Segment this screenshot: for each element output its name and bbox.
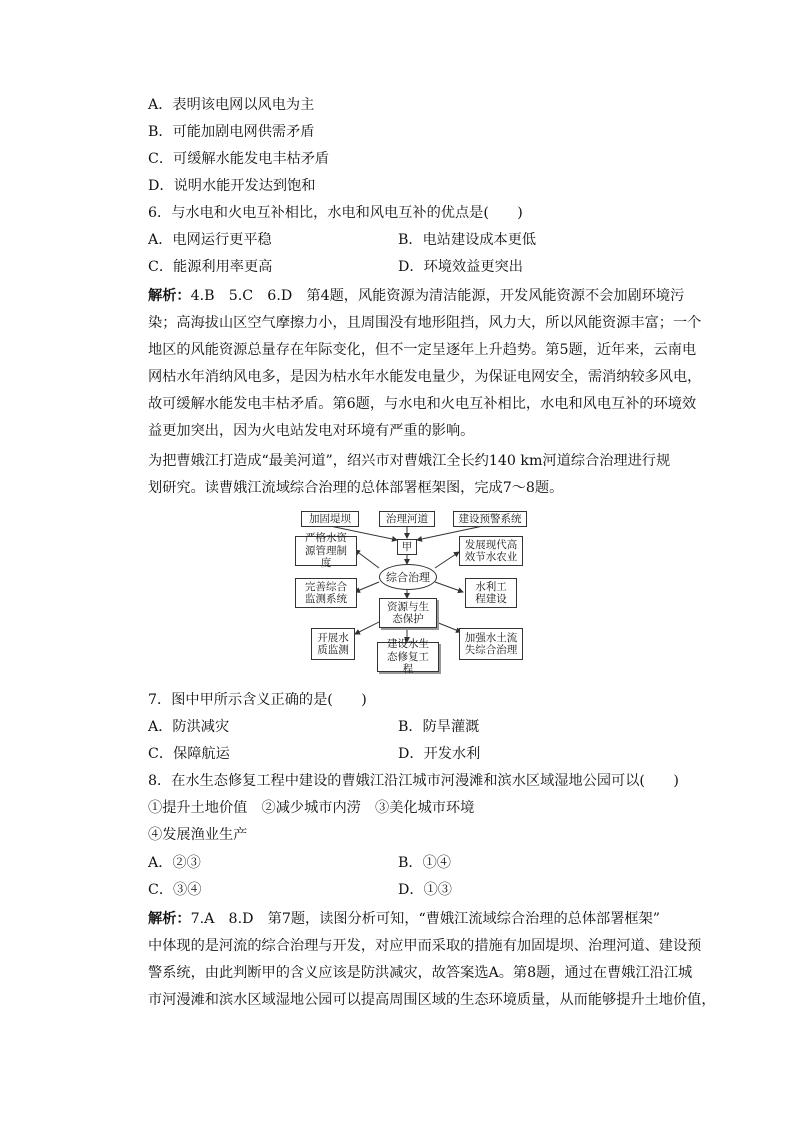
box-water-conservancy: 水利工程建设 <box>465 578 517 608</box>
center-comprehensive-governance: 综合治理 <box>379 564 437 590</box>
q8-items-line-1: ①提升土地价值 ②减少城市内涝 ③美化城市环境 <box>148 800 475 816</box>
q5-option-a: A．表明该电网以风电为主 <box>148 97 315 113</box>
analysis1-line-3: 地区的风能资源总量存在年际变化，但不一定呈逐年上升趋势。第5题，近年来，云南电 <box>148 342 697 358</box>
q6-option-b: B．电站建设成本更低 <box>398 232 537 248</box>
analysis2-line-1: 解析：7.A 8.D 第7题，读图分析可知，“曹娥江流域综合治理的总体部署框架” <box>148 911 661 927</box>
analysis1-line-6: 益更加突出，因为火电站发电对环境有严重的影响。 <box>148 423 475 439</box>
box-eco-restoration: 建设水生态修复工程 <box>377 642 439 672</box>
q6-option-d: D．环境效益更突出 <box>398 259 523 275</box>
intro-line-1: 为把曹娥江打造成“最美河道”，绍兴市对曹娥江全长约140 km河道综合治理进行规 <box>148 453 671 469</box>
box-resource-protection: 资源与生态保护 <box>379 598 437 628</box>
analysis1-label: 解析： <box>148 288 191 304</box>
analysis1-line-4: 网枯水年消纳风电多，是因为枯水年水能发电量少，为保证电网安全，需消纳较多风电， <box>148 369 702 385</box>
q7-option-b: B．防旱灌溉 <box>398 719 480 735</box>
q8-items-line-2: ④发展渔业生产 <box>148 827 248 843</box>
q6-option-c: C．能源利用率更高 <box>148 259 273 275</box>
box-reinforce-dams: 加固堤坝 <box>301 511 359 527</box>
box-water-quality-monitoring: 开展水质监测 <box>311 628 355 660</box>
analysis2-line-2: 中体现的是河流的综合治理与开发，对应甲而采取的措施有加固堤坝、治理河道、建设预 <box>148 938 702 954</box>
box-water-management: 严格水资源管理制度 <box>295 536 357 566</box>
analysis1-line-1: 解析：4.B 5.C 6.D 第4题，风能资源为清洁能源，开发风能资源不会加剧环境污 <box>148 288 685 304</box>
q6-stem: 6．与水电和火电互补相比，水电和风电互补的优点是( ) <box>148 205 523 221</box>
q8-option-b: B．①④ <box>398 855 451 871</box>
q7-option-c: C．保障航运 <box>148 746 230 762</box>
box-warning-system: 建设预警系统 <box>453 511 527 527</box>
q7-stem: 7．图中甲所示含义正确的是( ) <box>148 692 367 708</box>
box-soil-erosion-control: 加强水土流失综合治理 <box>459 628 523 660</box>
analysis2-label: 解析： <box>148 911 191 927</box>
q5-option-d: D．说明水能开发达到饱和 <box>148 178 316 194</box>
intro-line-2: 划研究。读曹娥江流域综合治理的总体部署框架图，完成7～8题。 <box>148 480 564 496</box>
q8-option-d: D．①③ <box>398 882 452 898</box>
box-jia: 甲 <box>397 539 417 555</box>
q5-option-c: C．可缓解水能发电丰枯矛盾 <box>148 151 330 167</box>
box-efficient-agriculture: 发展现代高效节水农业 <box>459 536 523 566</box>
q7-option-d: D．开发水利 <box>398 746 481 762</box>
q8-stem: 8．在水生态修复工程中建设的曹娥江沿江城市河漫滩和滨水区域湿地公园可以( ) <box>148 773 679 789</box>
analysis2-line-4: 市河漫滩和滨水区域湿地公园可以提高周围区域的生态环境质量，从而能够提升土地价值， <box>148 992 716 1008</box>
box-river-governance: 治理河道 <box>379 511 435 527</box>
analysis2-line-3: 警系统，由此判断甲的含义应该是防洪减灾，故答案选A。第8题，通过在曹娥江沿江城 <box>148 965 693 981</box>
box-monitoring-system: 完善综合监测系统 <box>295 578 357 608</box>
q5-option-b: B．可能加剧电网供需矛盾 <box>148 124 315 140</box>
analysis1-line-2: 染；高海拔山区空气摩擦力小，且周围没有地形阻挡，风力大，所以风能资源丰富；一个 <box>148 315 702 331</box>
q8-option-c: C．③④ <box>148 882 202 898</box>
analysis1-line-5: 故可缓解水能发电丰枯矛盾。第6题，与水电和火电互补相比，水电和风电互补的环境效 <box>148 396 697 412</box>
q6-option-a: A．电网运行更平稳 <box>148 232 272 248</box>
governance-framework-diagram <box>293 506 533 676</box>
q8-option-a: A．②③ <box>148 855 201 871</box>
q7-option-a: A．防洪减灾 <box>148 719 230 735</box>
